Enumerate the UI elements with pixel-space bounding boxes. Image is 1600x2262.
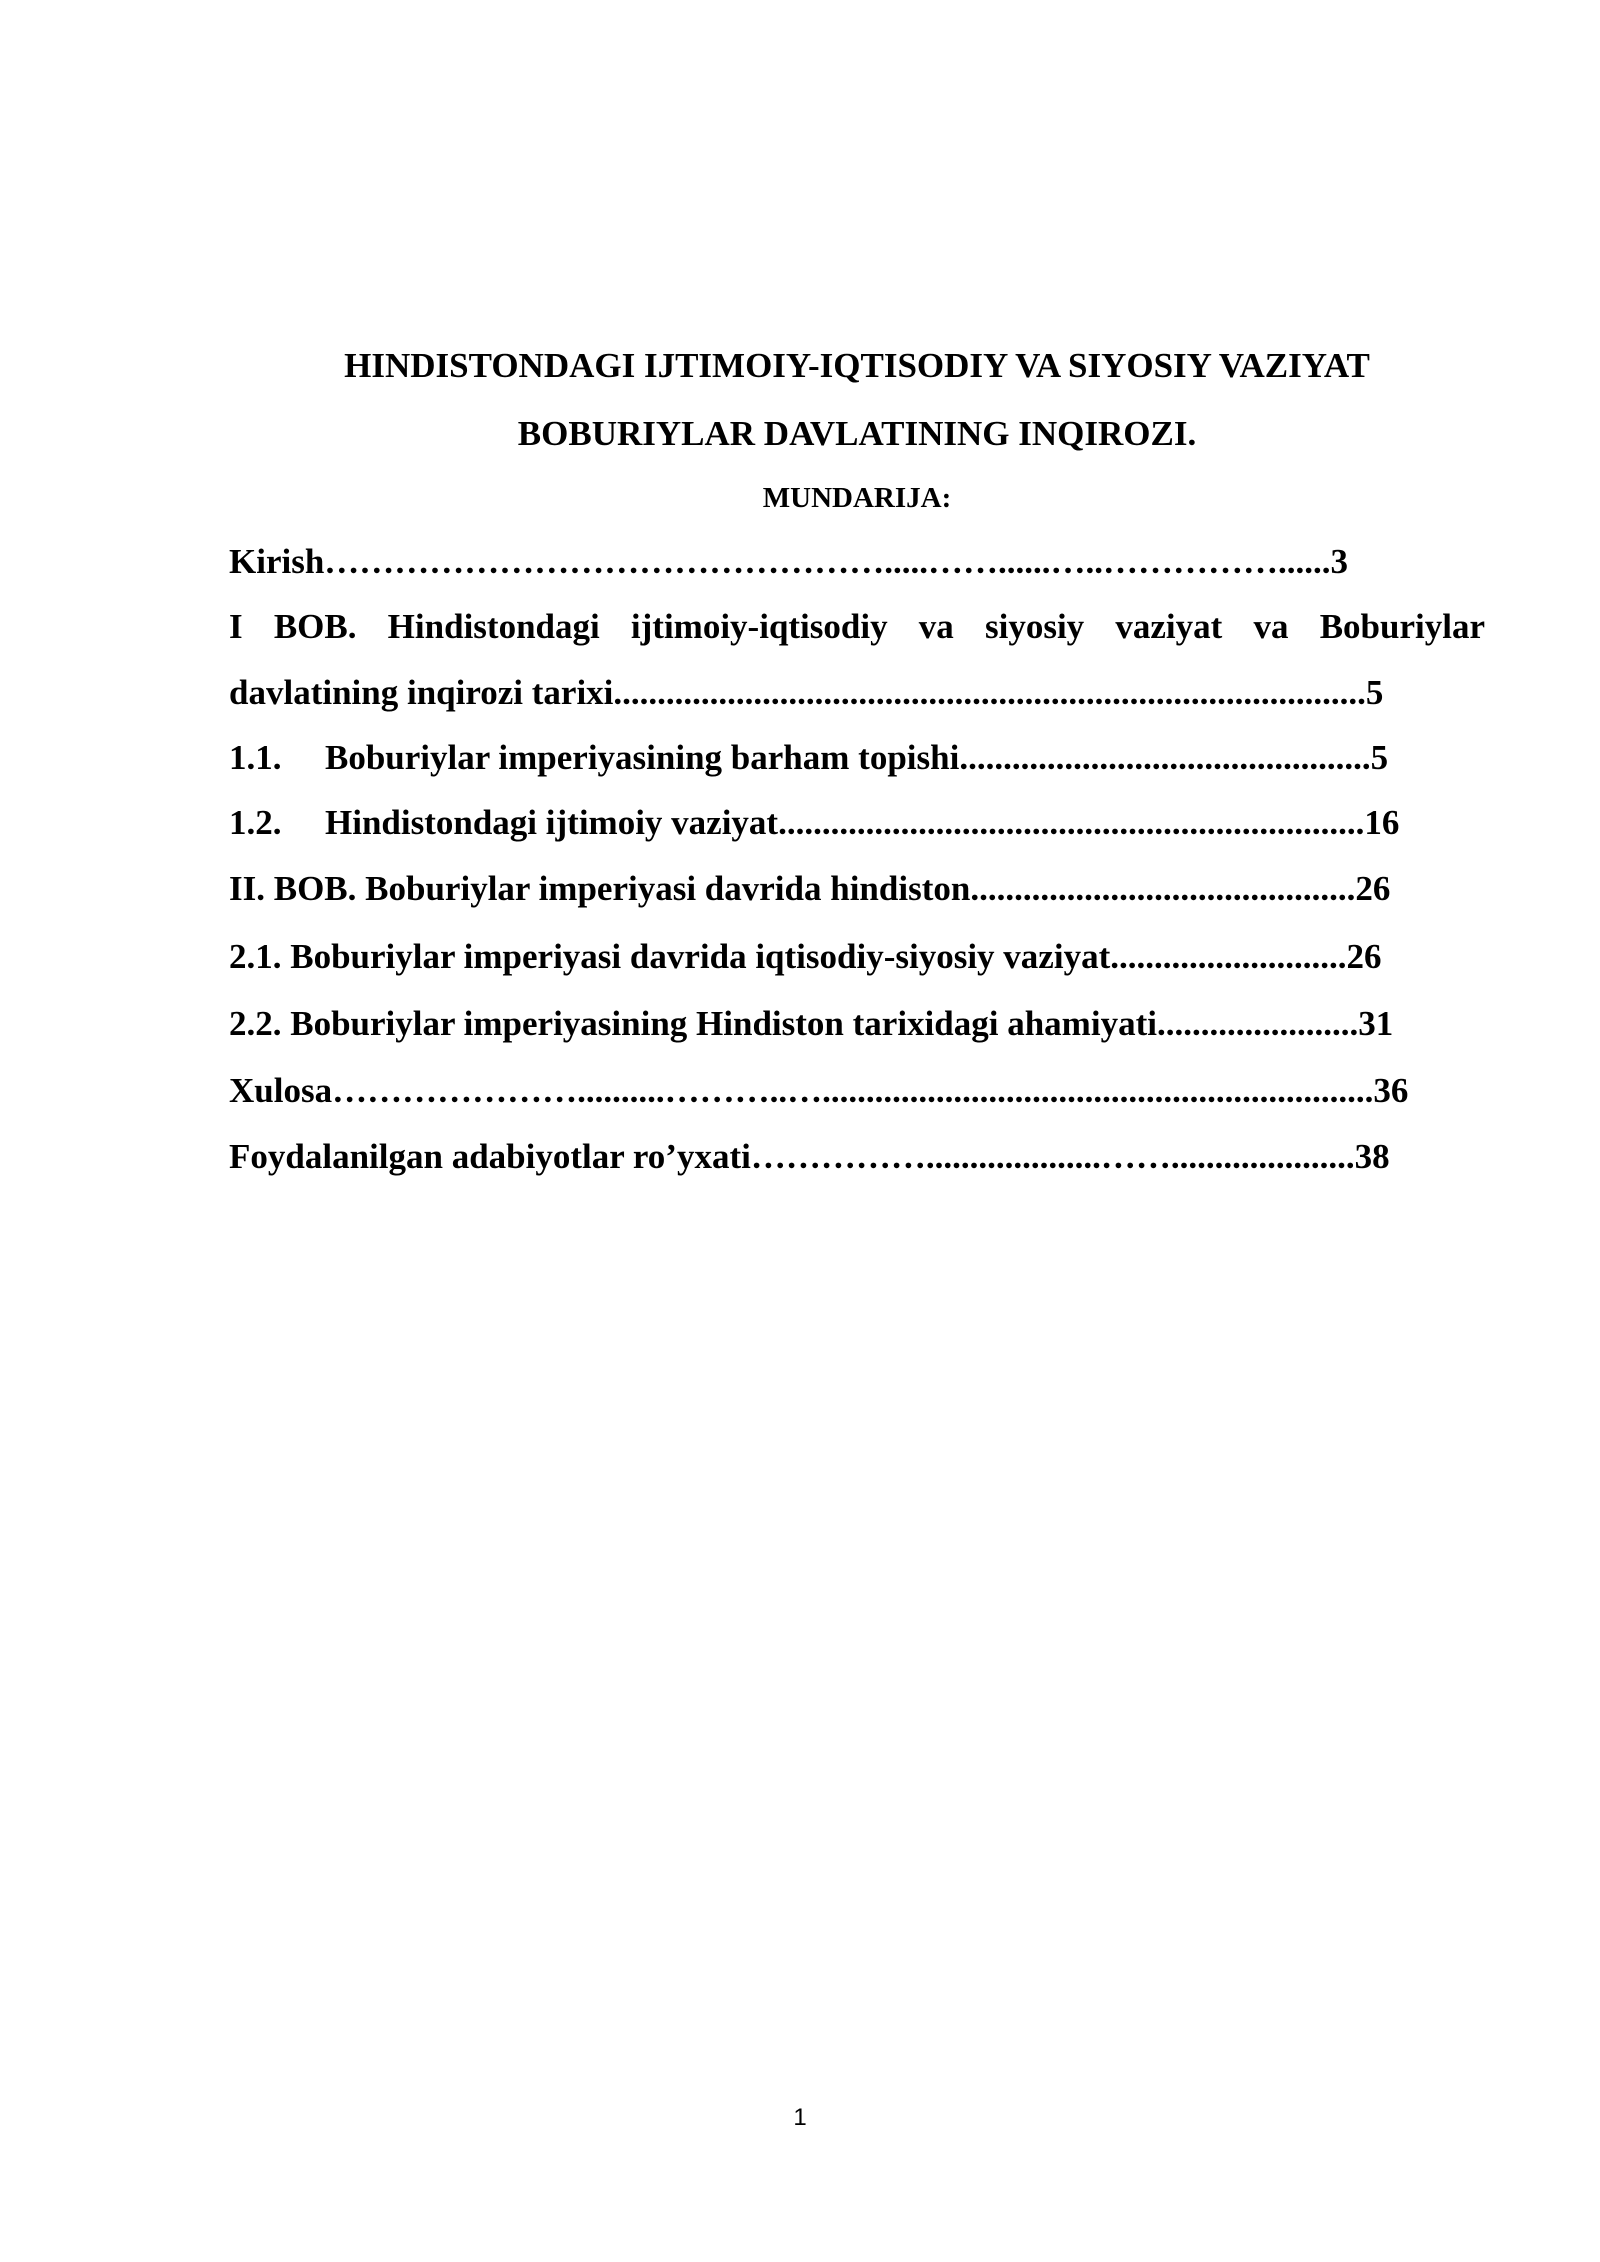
document-title-line-2: BOBURIYLAR DAVLATINING INQIROZI. <box>517 414 1197 453</box>
toc-entry-xulosa: Xulosa…………………..........………..…...............................................................36 <box>229 1071 1409 1110</box>
toc-entry-chapter-1-line-2: davlatining inqirozi tarixi......................................................................................5 <box>229 673 1384 712</box>
toc-entry-kirish: Kirish………………………………………….....……......…..……………......3 <box>229 542 1349 581</box>
toc-entry-section-1-2 <box>229 800 1399 846</box>
section-title: Boburiylar imperiyasining barham topishi...............................................5 <box>325 738 1389 777</box>
document-title-line-1: HINDISTONDAGI IJTIMOIY-IQTISODIY VA SIYOSIY VAZIYAT <box>344 346 1370 385</box>
page-number: 1 <box>793 2104 807 2131</box>
contents-heading: MUNDARIJA: <box>762 482 952 514</box>
section-number: 1.1. <box>229 738 282 777</box>
toc-entry-section-2-2: 2.2. Boburiylar imperiyasining Hindiston tarixidagi ahamiyati.......................31 <box>229 1004 1394 1043</box>
toc-entry-chapter-1-line-1: I BOB. Hindistondagi ijtimoiy-iqtisodiy va siyosiy vaziyat va Boburiylar <box>229 607 1485 646</box>
toc-entry-chapter-2: II. BOB. Boburiylar imperiyasi davrida hindiston............................................26 <box>229 869 1391 908</box>
toc-entry-section-1-1 <box>229 735 1388 781</box>
section-number: 1.2. <box>229 803 282 842</box>
toc-entry-section-2-1: 2.1. Boburiylar imperiyasi davrida iqtisodiy-siyosiy vaziyat...........................26 <box>229 937 1382 976</box>
toc-entry-adabiyotlar: Foydalanilgan adabiyotlar ro’yxati……………....................…….....................38 <box>229 1137 1390 1176</box>
section-title: Hindistondagi ijtimoiy vaziyat...................................................................16 <box>325 803 1400 842</box>
